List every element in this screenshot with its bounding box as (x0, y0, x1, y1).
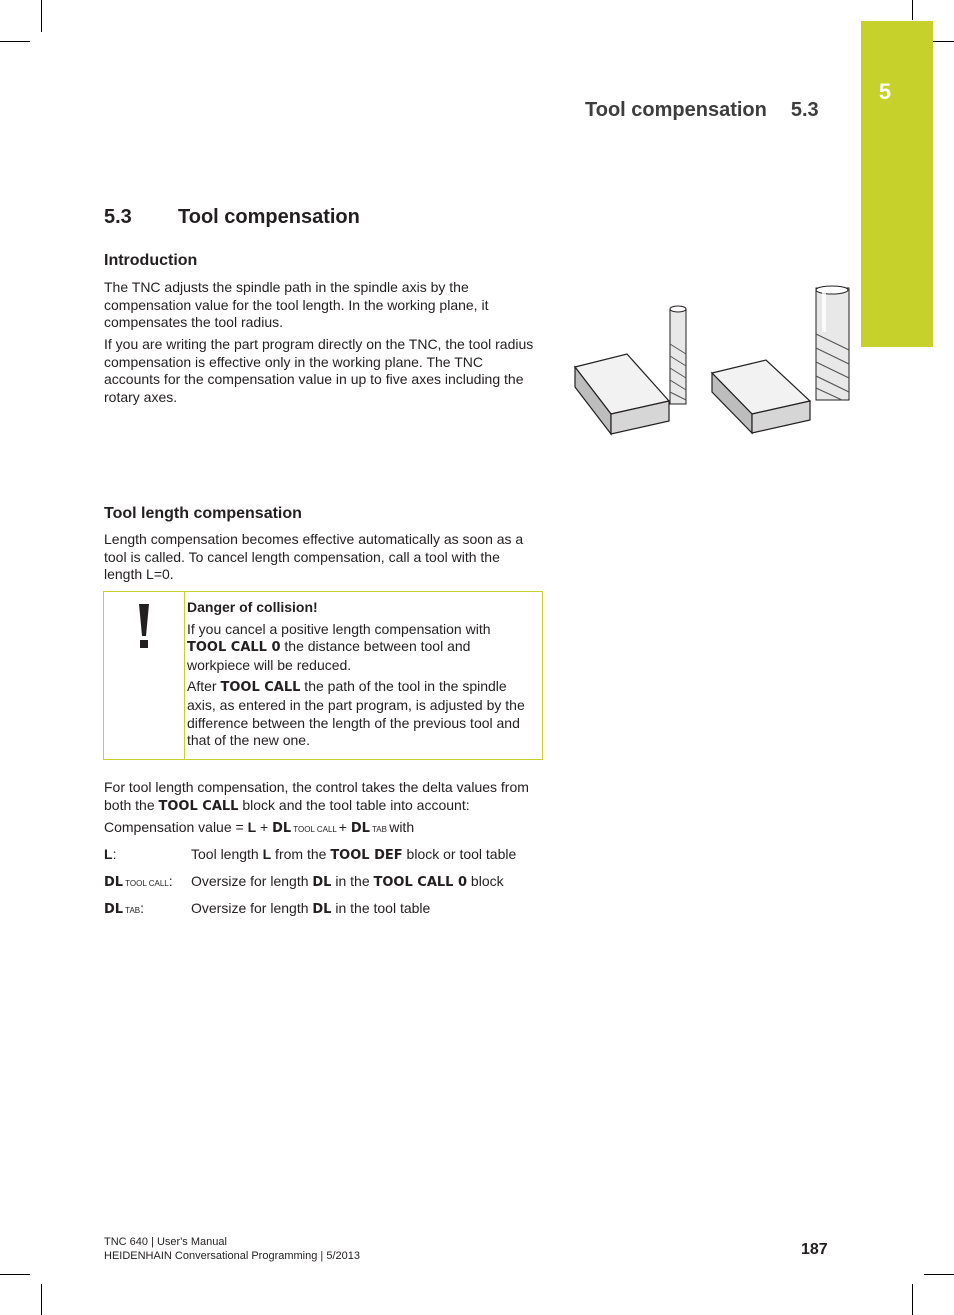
page-number: 187 (801, 1241, 828, 1258)
workpiece-block-right (712, 360, 810, 433)
chapter-number: 5 (878, 79, 892, 104)
introduction-paragraph-1: The TNC adjusts the spindle path in the spindle axis by the compensation value for the tool length. In the working plane, it compensates the tool radius. (104, 279, 489, 331)
warning-paragraph-1: If you cancel a positive length compensation with TOOL CALL 0 the distance between tool and workpiece will be reduced. (187, 620, 491, 673)
definition-description: Oversize for length DL in the tool table (191, 900, 431, 917)
warning-divider (184, 592, 185, 759)
definition-term: L: (104, 846, 117, 862)
definition-description: Oversize for length DL in the TOOL CALL 0 block (191, 873, 504, 890)
crop-mark (912, 0, 913, 20)
tool-left (670, 306, 686, 404)
running-header-section: 5.3 (790, 99, 819, 121)
tool-length-paragraph: Length compensation becomes effective automatically as soon as a tool is called. To cancel length compensation, call a tool with the length L=0. (104, 531, 524, 583)
crop-mark (0, 1274, 30, 1275)
definition-term: DL TOOL CALL: (104, 873, 173, 890)
section-title (104, 206, 360, 229)
exclamation-icon (136, 604, 152, 650)
tool-right (816, 286, 849, 400)
crop-mark (0, 41, 30, 42)
compensation-formula: Compensation value = L + DL TOOL CALL + DL TAB with (104, 819, 415, 836)
introduction-paragraph-2: If you are writing the part program directly on the TNC, the tool radius compensation is effective only in the working plane. The TNC accounts for the compensation value in up to five axes including the rotary axes. (104, 336, 534, 405)
crop-mark (912, 1284, 913, 1315)
tool-length-heading: Tool length compensation (104, 505, 302, 522)
delta-values-paragraph: For tool length compensation, the control takes the delta values from both the TOOL CALL block and the tool table into account: (104, 779, 529, 814)
footer-line-2: HEIDENHAIN Conversational Programming | 5/2013 (104, 1250, 360, 1262)
section-title-text: Tool compensation (178, 206, 360, 228)
warning-title: Danger of collision! (187, 599, 318, 615)
chapter-tab (861, 21, 933, 347)
crop-mark (924, 1274, 954, 1275)
crop-mark (41, 1284, 42, 1315)
crop-mark (41, 0, 42, 32)
running-header (585, 99, 819, 122)
tool-compensation-illustration (572, 284, 857, 439)
definition-description: Tool length L from the TOOL DEF block or tool table (191, 846, 517, 863)
warning-box (103, 591, 543, 760)
footer-line-1: TNC 640 | User's Manual (104, 1236, 227, 1248)
section-number: 5.3 (104, 206, 132, 228)
warning-paragraph-2: After TOOL CALL the path of the tool in the spindle axis, as entered in the part program, is adjusted by the difference between the length of the previous tool and that of the new one. (187, 678, 525, 749)
introduction-heading: Introduction (104, 252, 198, 269)
warning-text (187, 599, 532, 754)
workpiece-block-left (575, 354, 669, 434)
footer (104, 1235, 360, 1263)
definition-term: DL TAB: (104, 900, 145, 917)
running-header-title: Tool compensation (585, 99, 767, 121)
